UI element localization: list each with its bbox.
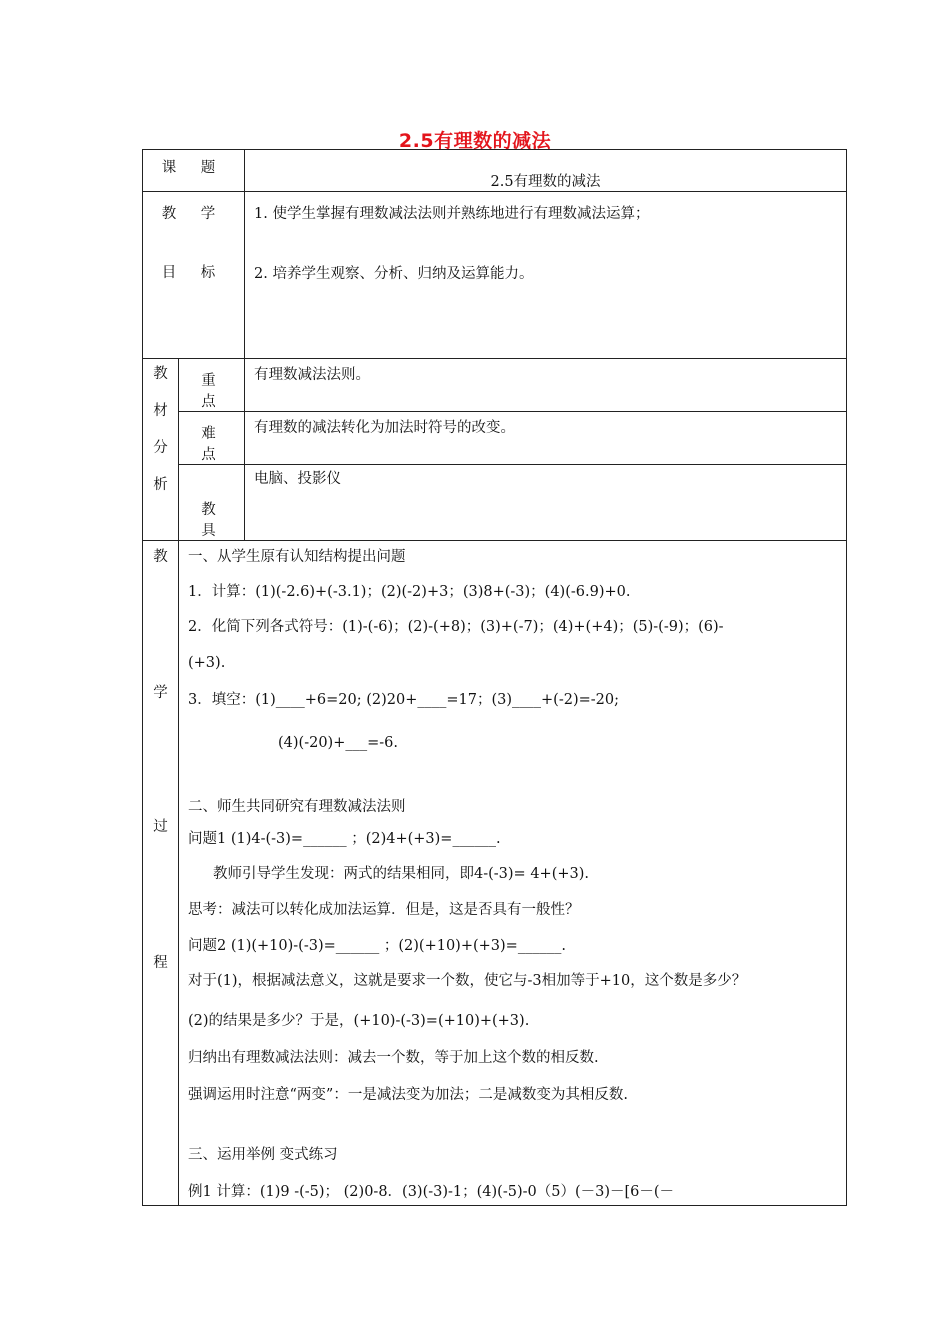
material-label xyxy=(143,359,179,541)
process-line: 2．化简下列各式符号：(1)-(-6)；(2)-(+8)；(3)+(-7)；(4)+(+4)；(5)-(-9)；(6)- xyxy=(188,619,724,635)
difficulty-row xyxy=(143,412,847,465)
tools-value: 电脑、投影仪 xyxy=(245,465,847,541)
process-label-char: 程 xyxy=(153,955,168,971)
document-title: 2.5有理数的减法 xyxy=(398,130,552,152)
objective-item-1: 1. 使学生掌握有理数减法法则并熟练地进行有理数减法运算； xyxy=(254,206,650,222)
process-label-char: 学 xyxy=(153,685,168,701)
process-line: 一、从学生原有认知结构提出问题 xyxy=(188,549,406,565)
topic-row xyxy=(143,150,847,192)
objective-item-2: 2. 培养学生观察、分析、归纳及运算能力。 xyxy=(254,266,534,282)
process-line: 1．计算：(1)(-2.6)+(-3.1)；(2)(-2)+3；(3)8+(-3)；(4)(-6.9)+0. xyxy=(188,584,631,600)
process-line: 强调运用时注意“两变”：一是减法变为加法；二是减数变为其相反数. xyxy=(188,1087,628,1103)
tools-label: 教 具 xyxy=(179,465,245,541)
objectives-label-line-2: 目 标 xyxy=(161,265,226,281)
objectives-label-line-1: 教 学 xyxy=(161,206,226,222)
process-line: (4)(-20)+___=-6. xyxy=(278,735,398,751)
topic-value: 2.5有理数的减法 xyxy=(245,150,847,192)
material-label-char: 分 xyxy=(153,440,168,456)
objectives-content xyxy=(245,192,847,359)
focus-row xyxy=(143,359,847,412)
process-line: 3．填空：(1)____+6=20; (2)20+____=17；(3)____+(-2)=-20; xyxy=(188,692,619,708)
difficulty-label: 难 点 xyxy=(179,412,245,465)
process-label-char: 过 xyxy=(153,819,168,835)
process-label-char: 教 xyxy=(153,549,168,565)
process-label xyxy=(143,541,179,1206)
process-row xyxy=(143,541,847,1206)
process-line: 例1 计算：(1)9 -(-5)； (2)0-8．(3)(-3)-1；(4)(-5)-0（5）(－3)－[6－(－ xyxy=(188,1184,675,1200)
process-line: 问题2 (1)(+10)-(-3)=______ ；(2)(+10)+(+3)=______. xyxy=(188,938,566,954)
process-line: 问题1 (1)4-(-3)=______ ；(2)4+(+3)=______. xyxy=(188,831,501,847)
process-line: 二、师生共同研究有理数减法法则 xyxy=(188,799,406,815)
objectives-row xyxy=(143,192,847,359)
process-line: 归纳出有理数减法法则：减去一个数，等于加上这个数的相反数. xyxy=(188,1050,599,1066)
process-line: 教师引导学生发现：两式的结果相同，即4-(-3)= 4+(+3). xyxy=(213,866,589,882)
material-label-char: 析 xyxy=(153,477,168,493)
process-line: (+3). xyxy=(188,655,226,671)
lesson-plan-table xyxy=(142,149,847,1206)
objectives-label xyxy=(143,192,245,359)
process-line: 三、运用举例 变式练习 xyxy=(188,1147,338,1163)
tools-row xyxy=(143,465,847,541)
difficulty-value: 有理数的减法转化为加法时符号的改变。 xyxy=(245,412,847,465)
process-line: 对于(1)，根据减法意义，这就是要求一个数，使它与-3相加等于+10，这个数是多少？ xyxy=(188,973,747,989)
topic-label: 课 题 xyxy=(143,150,245,192)
process-line: (2)的结果是多少？于是，(+10)-(-3)=(+10)+(+3). xyxy=(188,1013,530,1029)
material-label-char: 教 xyxy=(153,366,168,382)
focus-value: 有理数减法法则。 xyxy=(245,359,847,412)
focus-label: 重 点 xyxy=(179,359,245,412)
material-label-char: 材 xyxy=(153,403,168,419)
process-content xyxy=(179,541,847,1206)
process-line: 思考：减法可以转化成加法运算．但是，这是否具有一般性？ xyxy=(188,902,580,918)
